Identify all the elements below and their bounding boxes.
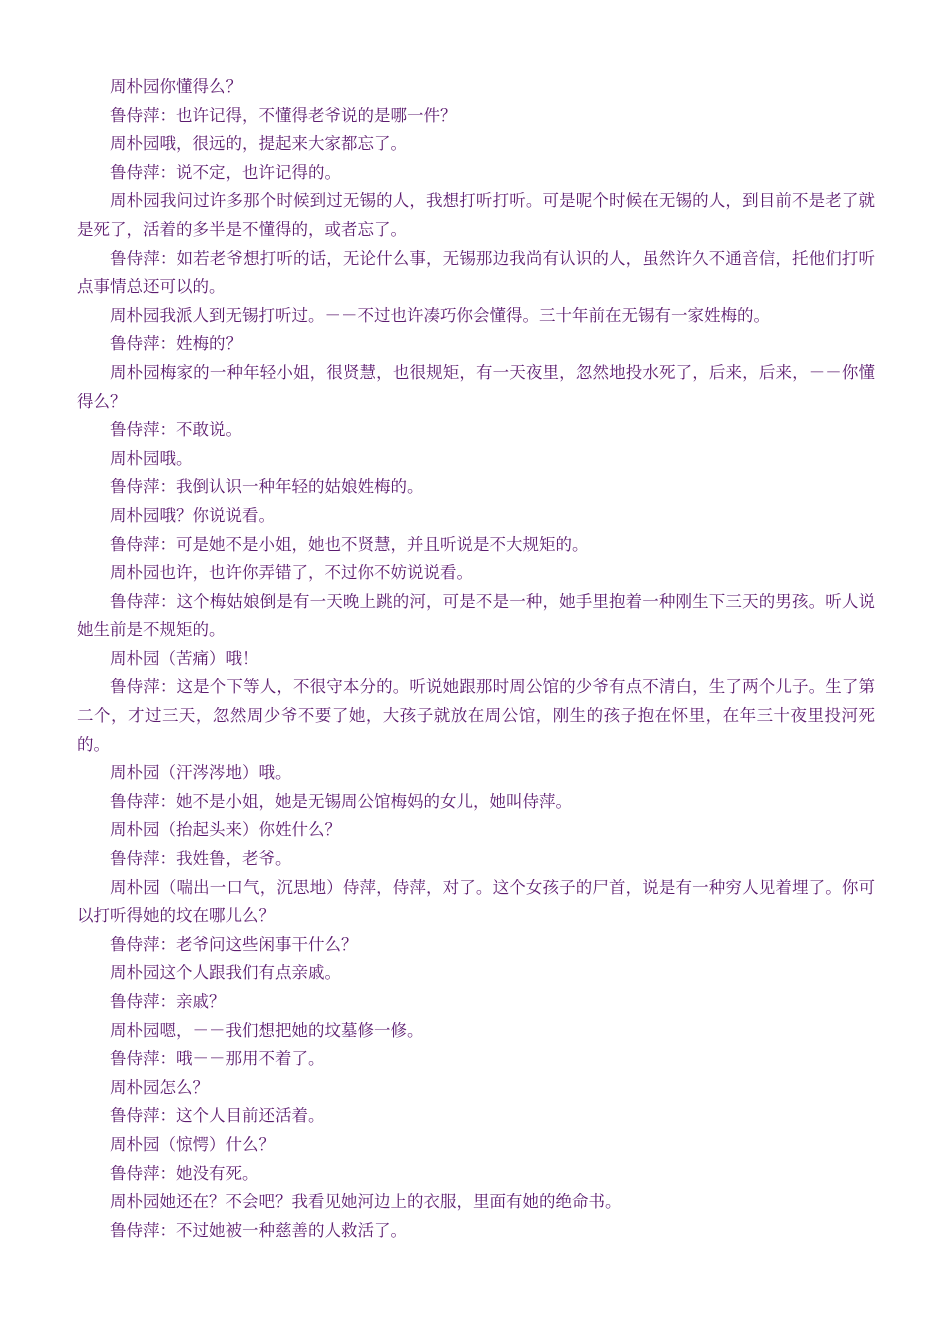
dialogue-line: 周朴园（抬起头来）你姓什么？ — [110, 820, 341, 840]
dialogue-line: 鲁侍萍：亲戚？ — [110, 992, 226, 1011]
dialogue-line: 鲁侍萍：这个人目前还活着。 — [110, 1106, 325, 1126]
dialogue-line: 周朴园我派人到无锡打听过。－－不过也许凑巧你会懂得。三十年前在无锡有一家姓梅的。 — [110, 305, 770, 325]
dialogue-line: 鲁侍萍：老爷问这些闲事干什么？ — [110, 934, 358, 954]
dialogue-line: 鲁侍萍：说不定，也许记得的。 — [110, 162, 341, 182]
dialogue-line: 鲁侍萍：可是她不是小姐，她也不贤慧，并且听说是不大规矩的。 — [110, 534, 589, 554]
dialogue-line: 鲁侍萍：这个梅姑娘倒是有一天晚上跳的河，可是不是一种，她手里抱着一种刚生下三天的男孩。听人说她生前是不规矩的。 — [77, 591, 875, 640]
dialogue-line: 周朴园这个人跟我们有点亲戚。 — [110, 963, 341, 983]
dialogue-line: 鲁侍萍：姓梅的？ — [110, 334, 242, 354]
dialogue-line: 鲁侍萍：这是个下等人，不很守本分的。听说她跟那时周公馆的少爷有点不清白，生了两个儿子。生了第二个，才过三天，忽然周少爷不要了她，大孩子就放在周公馆，刚生的孩子抱在怀里，在年三十夜里投河死的。 — [77, 677, 875, 754]
dialogue-line: 鲁侍萍：不过她被一种慈善的人救活了。 — [110, 1220, 407, 1240]
script-text — [77, 73, 875, 1245]
dialogue-line: 周朴园也许，也许你弄错了，不过你不妨说说看。 — [110, 563, 473, 583]
dialogue-line: 周朴园你懂得么？ — [110, 77, 242, 96]
dialogue-line: 鲁侍萍：不敢说。 — [110, 420, 242, 440]
dialogue-line: 鲁侍萍：她没有死。 — [110, 1163, 259, 1183]
dialogue-line: 周朴园（苦痛）哦！ — [110, 648, 259, 668]
dialogue-line: 周朴园（汗涔涔地）哦。 — [110, 763, 292, 783]
dialogue-line: 周朴园我问过许多那个时候到过无锡的人，我想打听打听。可是呢个时候在无锡的人，到目前不是老了就是死了，活着的多半是不懂得的，或者忘了。 — [77, 191, 875, 239]
dialogue-line: 周朴园哦，很远的，提起来大家都忘了。 — [110, 134, 407, 154]
dialogue-line: 鲁侍萍：她不是小姐，她是无锡周公馆梅妈的女儿，她叫侍萍。 — [110, 791, 572, 811]
dialogue-line: 周朴园梅家的一种年轻小姐，很贤慧，也很规矩，有一天夜里，忽然地投水死了，后来，后来，－－你懂得么？ — [77, 362, 875, 411]
dialogue-line: 鲁侍萍：也许记得，不懂得老爷说的是哪一件？ — [110, 105, 457, 125]
dialogue-line: 鲁侍萍：我姓鲁，老爷。 — [110, 849, 292, 869]
dialogue-line: 周朴园哦。 — [110, 448, 193, 468]
dialogue-line: 周朴园哦？你说说看。 — [110, 505, 275, 525]
dialogue-line: 鲁侍萍：哦－－那用不着了。 — [110, 1049, 325, 1069]
dialogue-line: 周朴园（喘出一口气，沉思地）侍萍，侍萍，对了。这个女孩子的尸首，说是有一种穷人见着埋了。你可以打听得她的坟在哪儿么？ — [77, 877, 875, 926]
dialogue-line: 周朴园怎么？ — [110, 1077, 209, 1097]
dialogue-line: 周朴园（惊愕）什么？ — [110, 1134, 275, 1154]
dialogue-line: 周朴园她还在？不会吧？我看见她河边上的衣服，里面有她的绝命书。 — [110, 1192, 622, 1212]
dialogue-line: 鲁侍萍：我倒认识一种年轻的姑娘姓梅的。 — [110, 477, 424, 497]
dialogue-line: 周朴园嗯，－－我们想把她的坟墓修一修。 — [110, 1020, 424, 1040]
dialogue-line: 鲁侍萍：如若老爷想打听的话，无论什么事，无锡那边我尚有认识的人，虽然许久不通音信，托他们打听点事情总还可以的。 — [77, 248, 875, 297]
